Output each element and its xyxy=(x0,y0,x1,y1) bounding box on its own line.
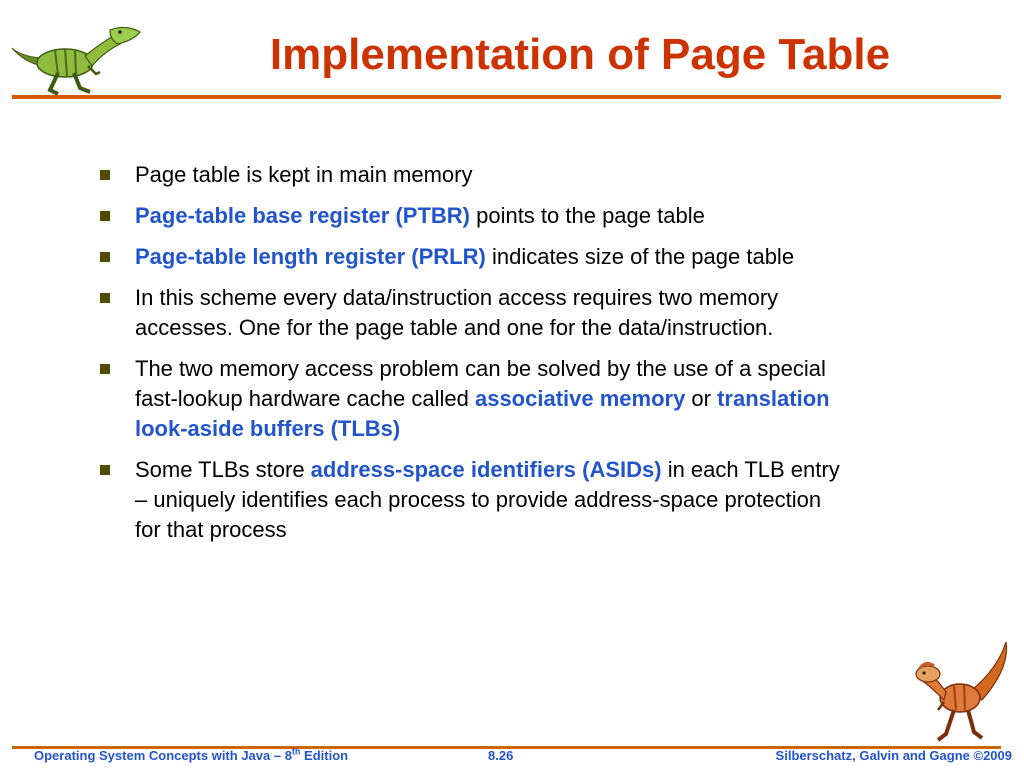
slide-title: Implementation of Page Table xyxy=(269,30,891,79)
bullet-text: indicates size of the page table xyxy=(485,244,795,269)
bullet-text: In this scheme every data/instruction access requires two memory accesses. One for the page table and one for the data/instruction. xyxy=(135,285,779,340)
bullet-square-icon xyxy=(100,293,110,303)
highlighted-term: Page-table length register (PRLR) xyxy=(135,244,486,269)
highlighted-term: associative memory xyxy=(474,386,686,411)
bullet-text: or xyxy=(685,386,718,411)
green-dinosaur-icon xyxy=(10,18,142,98)
bullet-list xyxy=(100,160,840,556)
footer-copyright: Silberschatz, Galvin and Gagne ©2009 xyxy=(775,748,1012,763)
highlighted-term: Page-table base register (PTBR) xyxy=(135,203,470,228)
title-divider xyxy=(12,95,1001,99)
bullet-item xyxy=(100,455,840,545)
red-dinosaur-icon xyxy=(910,638,1010,746)
bullet-text: Some TLBs store xyxy=(135,457,311,482)
bullet-square-icon xyxy=(100,465,110,475)
footer-book-text: Operating System Concepts with Java – 8 xyxy=(34,748,292,763)
bullet-item xyxy=(100,201,840,231)
bullet-text: in each TLB entry – uniquely identifies each process to provide address-space protection for that process xyxy=(135,457,840,542)
bullet-square-icon xyxy=(100,252,110,262)
bullet-square-icon xyxy=(100,211,110,221)
highlighted-term: address-space identifiers (ASIDs) xyxy=(310,457,662,482)
bullet-item xyxy=(100,242,840,272)
footer-book-title xyxy=(34,747,348,765)
highlighted-term: translation look-aside buffers (TLBs) xyxy=(135,386,830,441)
footer-edition-text: Edition xyxy=(300,748,349,763)
bullet-text: The two memory access problem can be solved by the use of a special fast-lookup hardware cache called xyxy=(135,356,826,411)
bullet-text: points to the page table xyxy=(469,203,705,228)
bullet-square-icon xyxy=(100,170,110,180)
bullet-text: Page table is kept in main memory xyxy=(135,162,473,187)
bullet-square-icon xyxy=(100,364,110,374)
footer-edition-sup: th xyxy=(291,746,301,757)
bullet-item xyxy=(100,354,840,444)
footer-page-number: 8.26 xyxy=(488,748,514,763)
bullet-item xyxy=(100,283,840,343)
bullet-item xyxy=(100,160,840,190)
